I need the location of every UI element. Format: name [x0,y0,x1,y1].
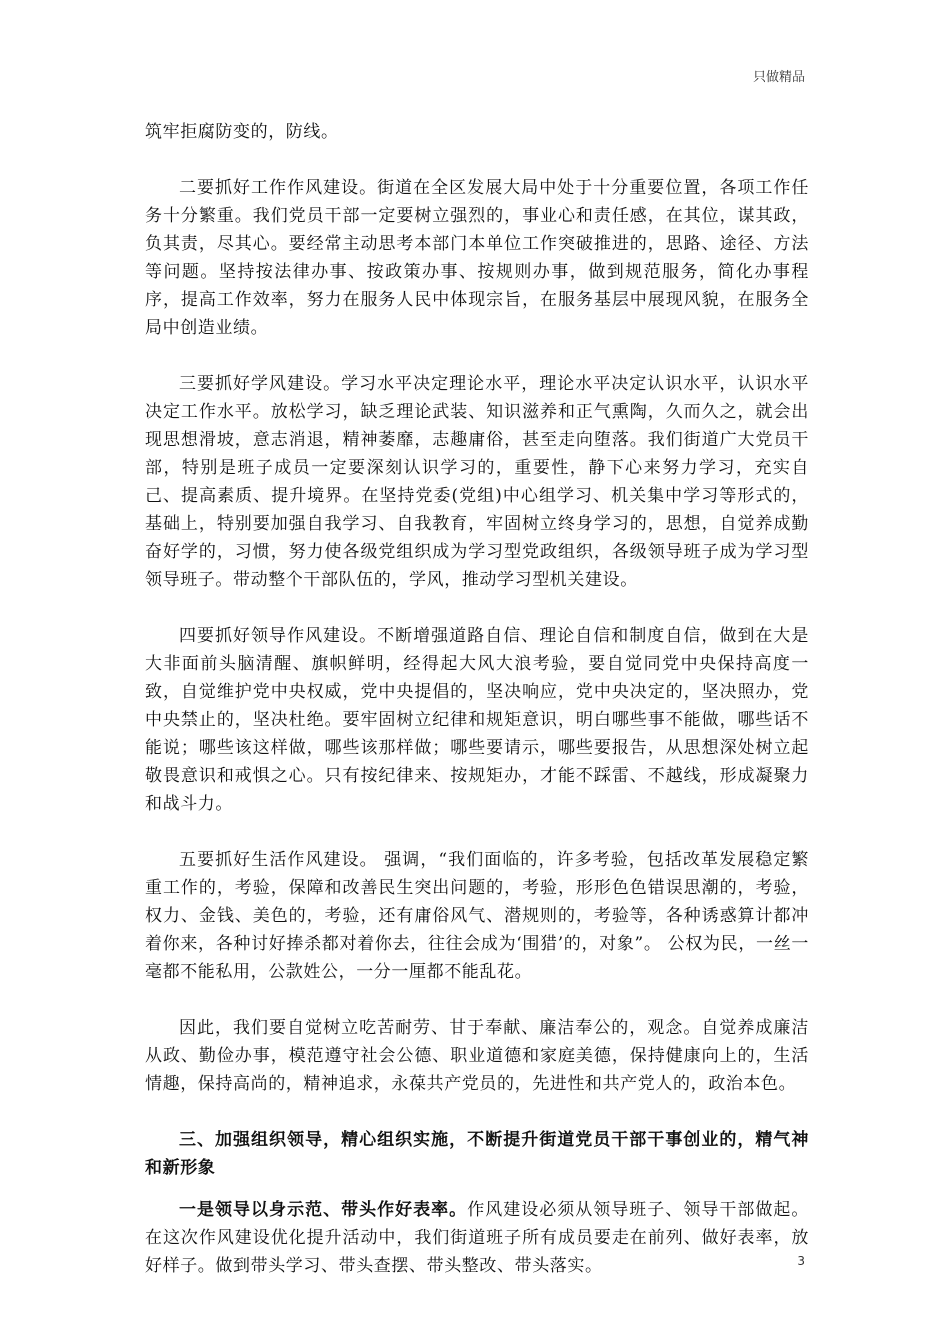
paragraph-work-style: 二要抓好工作作风建设。街道在全区发展大局中处于十分重要位置，各项工作任务十分繁重。我们党员干部一定要树立强烈的，事业心和责任感，在其位，谋其政，负其责，尽其心。要经常主动思考本部门本单位工作突破推进的，思路、途径、方法等问题。坚持按法律办事、按政策办事、按规则办事，做到规范服务，简化办事程序，提高工作效率，努力在服务人民中体现宗旨，在服务基层中展现风貌，在服务全局中创造业绩。 [145,178,809,338]
page-number: 3 [797,1254,805,1268]
document-body [145,118,809,1280]
paragraph-conclusion: 因此，我们要自觉树立吃苦耐劳、甘于奉献、廉洁奉公的，观念。自觉养成廉洁从政、勤俭办事，模范遵守社会公德、职业道德和家庭美德，保持健康向上的，生活情趣，保持高尚的，精神追求，永葆共产党员的，先进性和共产党人的，政治本色。 [145,1018,809,1094]
paragraph-study-style: 三要抓好学风建设。学习水平决定理论水平，理论水平决定认识水平，认识水平决定工作水平。放松学习，缺乏理论武装、知识滋养和正气熏陶，久而久之，就会出现思想滑坡，意志消退，精神萎靡，志趣庸俗，甚至走向堕落。我们街道广大党员干部，特别是班子成员一定要深刻认识学习的，重要性，静下心来努力学习，充实自己、提高素质、提升境界。在坚持党委(党组)中心组学习、机关集中学习等形式的，基础上，特别要加强自我学习、自我教育，牢固树立终身学习的，思想，自觉养成勤奋好学的，习惯，努力使各级党组织成为学习型党政组织，各级领导班子成为学习型领导班子。带动整个干部队伍的，学风，推动学习型机关建设。 [145,374,809,590]
section-heading: 三、加强组织领导，精心组织实施，不断提升街道党员干部干事创业的，精气神和新形象 [145,1130,809,1178]
paragraph-continuation: 筑牢拒腐防变的，防线。 [145,122,339,142]
header-note: 只做精品 [752,70,805,85]
paragraph-life-style: 五要抓好生活作风建设。 强调，“我们面临的，许多考验，包括改革发展稳定繁重工作的，考验，保障和改善民生突出问题的，考验，形形色色错误思潮的，考验，权力、金钱、美色的，考验，还有庸俗风气、潜规则的，考验等，各种诱惑算计都冲着你来，各种讨好捧杀都对着你去，往往会成为‘围猎’的，对象”。 公权为民，一丝一毫都不能私用，公款姓公，一分一厘都不能乱花。 [145,850,809,982]
paragraph-body-text: 作风建设必须从领导班子、领导干部做起。在这次作风建设优化提升活动中，我们街道班子所有成员要走在前列、做好表率，放好样子。做到带头学习、带头查摆、带头整改、带头落实。 [145,1200,809,1276]
paragraph-lead-text: 一是领导以身示范、带头作好表率。 [179,1200,468,1220]
paragraph-leadership-example [145,1196,809,1280]
paragraph-leadership-style: 四要抓好领导作风建设。不断增强道路自信、理论自信和制度自信，做到在大是大非面前头脑清醒、旗帜鲜明，经得起大风大浪考验，要自觉同党中央保持高度一致，自觉维护党中央权威，党中央提倡的，坚决响应，党中央决定的，坚决照办，党中央禁止的，坚决杜绝。要牢固树立纪律和规矩意识，明白哪些事不能做，哪些话不能说；哪些该这样做，哪些该那样做；哪些要请示，哪些要报告，从思想深处树立起敬畏意识和戒惧之心。只有按纪律来、按规矩办，才能不踩雷、不越线，形成凝聚力和战斗力。 [145,626,809,814]
